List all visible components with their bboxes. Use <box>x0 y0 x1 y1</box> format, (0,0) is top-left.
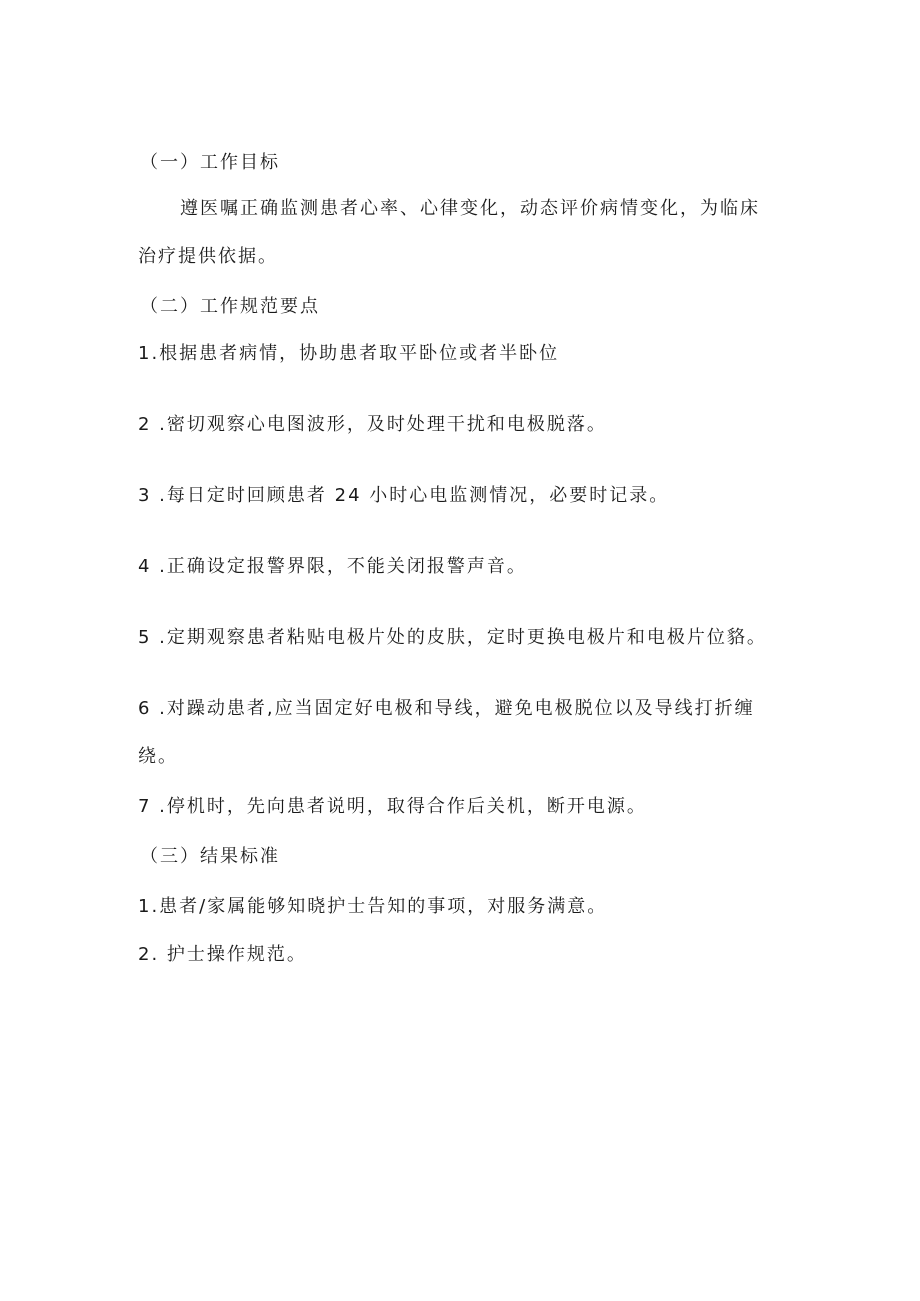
list-item: 3 .每日定时回顾患者 24 小时心电监测情况，必要时记录。 <box>138 485 670 506</box>
section-heading-goal: （一）工作目标 <box>140 152 280 173</box>
list-item: 5 .定期观察患者粘贴电极片处的皮肤，定时更换电极片和电极片位貉。 <box>138 627 767 648</box>
list-item: 1.根据患者病情，协助患者取平卧位或者半卧位 <box>138 343 560 364</box>
section-heading-key-points: （二）工作规范要点 <box>140 296 320 317</box>
list-item: 4 .正确设定报警界限，不能关闭报警声音。 <box>138 556 527 577</box>
list-item: 6 .对躁动患者,应当固定好电极和导线，避免电极脱位以及导线打折缠 <box>138 698 755 719</box>
goal-paragraph-line2: 治疗提供依据。 <box>138 246 278 267</box>
list-item: 2. 护士操作规范。 <box>138 944 307 965</box>
list-item: 7 .停机时，先向患者说明，取得合作后关机，断开电源。 <box>138 796 647 817</box>
section-heading-result: （三）结果标准 <box>140 846 280 867</box>
goal-paragraph-line1: 遵医嘱正确监测患者心率、心律变化，动态评价病情变化，为临床 <box>180 198 760 219</box>
list-item: 2 .密切观察心电图波形，及时处理干扰和电极脱落。 <box>138 414 607 435</box>
list-item-continuation: 绕。 <box>138 746 178 767</box>
list-item: 1.患者/家属能够知晓护士告知的事项，对服务满意。 <box>138 896 608 917</box>
